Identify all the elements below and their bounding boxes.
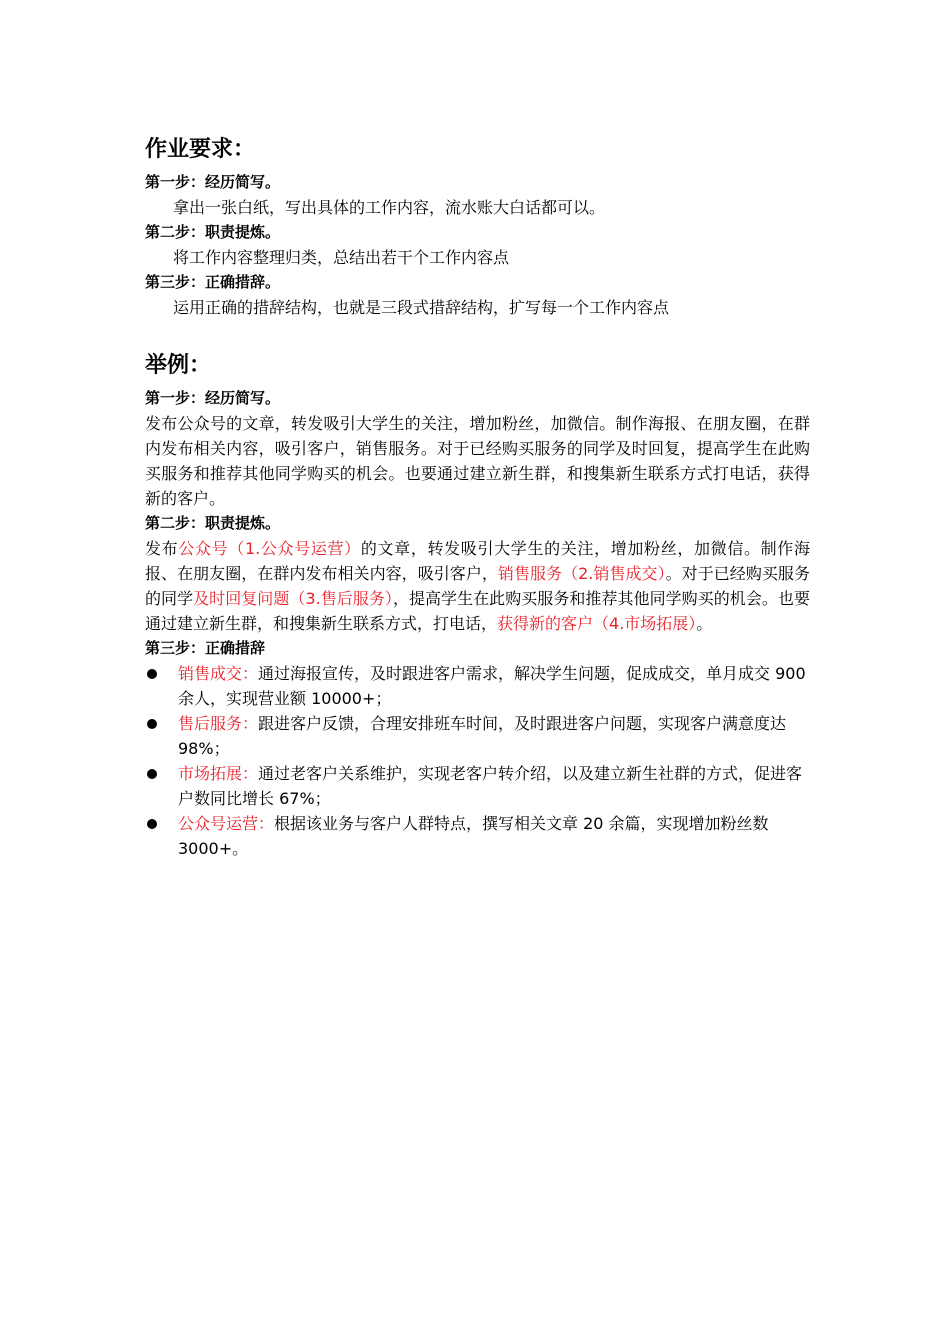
document-body [145, 130, 810, 861]
example-step2-text [145, 536, 810, 636]
highlight-segment: 公众号（1.公众号运营） [178, 539, 361, 558]
requirements-step-1 [145, 170, 810, 220]
list-item [145, 661, 810, 711]
item-text: 通过海报宣传，及时跟进客户需求，解决学生问题，促成成交，单月成交 900 余人，实现营业额 10000+； [178, 664, 806, 708]
highlight-segment: 及时回复问题（3.售后服务） [193, 589, 393, 608]
example-step3-title: 第三步：正确措辞 [145, 639, 266, 657]
text-segment: 。 [696, 614, 713, 633]
example-step2-title: 第二步：职责提炼。 [145, 514, 281, 532]
example-heading: 举例： [145, 353, 212, 378]
item-label: 公众号运营： [178, 814, 275, 833]
item-text: 根据该业务与客户人群特点，撰写相关文章 20 余篇，实现增加粉丝数 3000+。 [178, 814, 769, 858]
requirements-step-2 [145, 220, 810, 270]
bullet-icon [147, 719, 157, 729]
item-label: 市场拓展： [178, 764, 259, 783]
step-title: 第一步：经历简写。 [145, 173, 281, 191]
item-label: 销售成交： [178, 664, 259, 683]
example-step3-list [145, 661, 810, 861]
bullet-icon [147, 769, 157, 779]
requirements-heading: 作业要求： [145, 137, 256, 162]
text-segment: 。对于已经购买服务的同学 [145, 564, 810, 608]
bullet-icon [147, 669, 157, 679]
step-text: 拿出一张白纸，写出具体的工作内容，流水账大白话都可以。 [173, 198, 606, 217]
item-text: 通过老客户关系维护，实现老客户转介绍，以及建立新生社群的方式，促进客户数同比增长 67%； [178, 764, 803, 808]
text-segment: ，提高学生在此购买服务和推荐其他同学购买的机会。也要通过建立新生群，和搜集新生联系方式，打电话， [145, 589, 810, 633]
example-step1-text: 发布公众号的文章，转发吸引大学生的关注，增加粉丝，加微信。制作海报、在朋友圈，在群内发布相关内容，吸引客户，销售服务。对于已经购买服务的同学及时回复，提高学生在此购买服务和推荐其他同学购买的机会。也要通过建立新生群，和搜集新生联系方式打电话，获得新的客户。 [145, 414, 810, 508]
highlight-segment: 获得新的客户（4.市场拓展） [497, 614, 697, 633]
requirements-step-3 [145, 270, 810, 320]
highlight-segment: 销售服务（2.销售成交） [497, 564, 666, 583]
text-segment: 的文章，转发吸引大学生的关注，增加粉丝，加微信。制作海报、在朋友圈，在群内发布相关内容，吸引客户， [145, 539, 810, 583]
bullet-icon [147, 819, 157, 829]
list-item [145, 811, 810, 861]
step-title: 第三步：正确措辞。 [145, 273, 281, 291]
item-text: 跟进客户反馈，合理安排班车时间，及时跟进客户问题，实现客户满意度达 98%； [178, 714, 787, 758]
item-label: 售后服务： [178, 714, 259, 733]
example-step1-title: 第一步：经历简写。 [145, 389, 281, 407]
list-item [145, 761, 810, 811]
step-text: 运用正确的措辞结构，也就是三段式措辞结构，扩写每一个工作内容点 [173, 298, 670, 317]
step-text: 将工作内容整理归类，总结出若干个工作内容点 [173, 248, 510, 267]
text-segment: 发布 [145, 539, 179, 558]
list-item [145, 711, 810, 761]
step-title: 第二步：职责提炼。 [145, 223, 281, 241]
